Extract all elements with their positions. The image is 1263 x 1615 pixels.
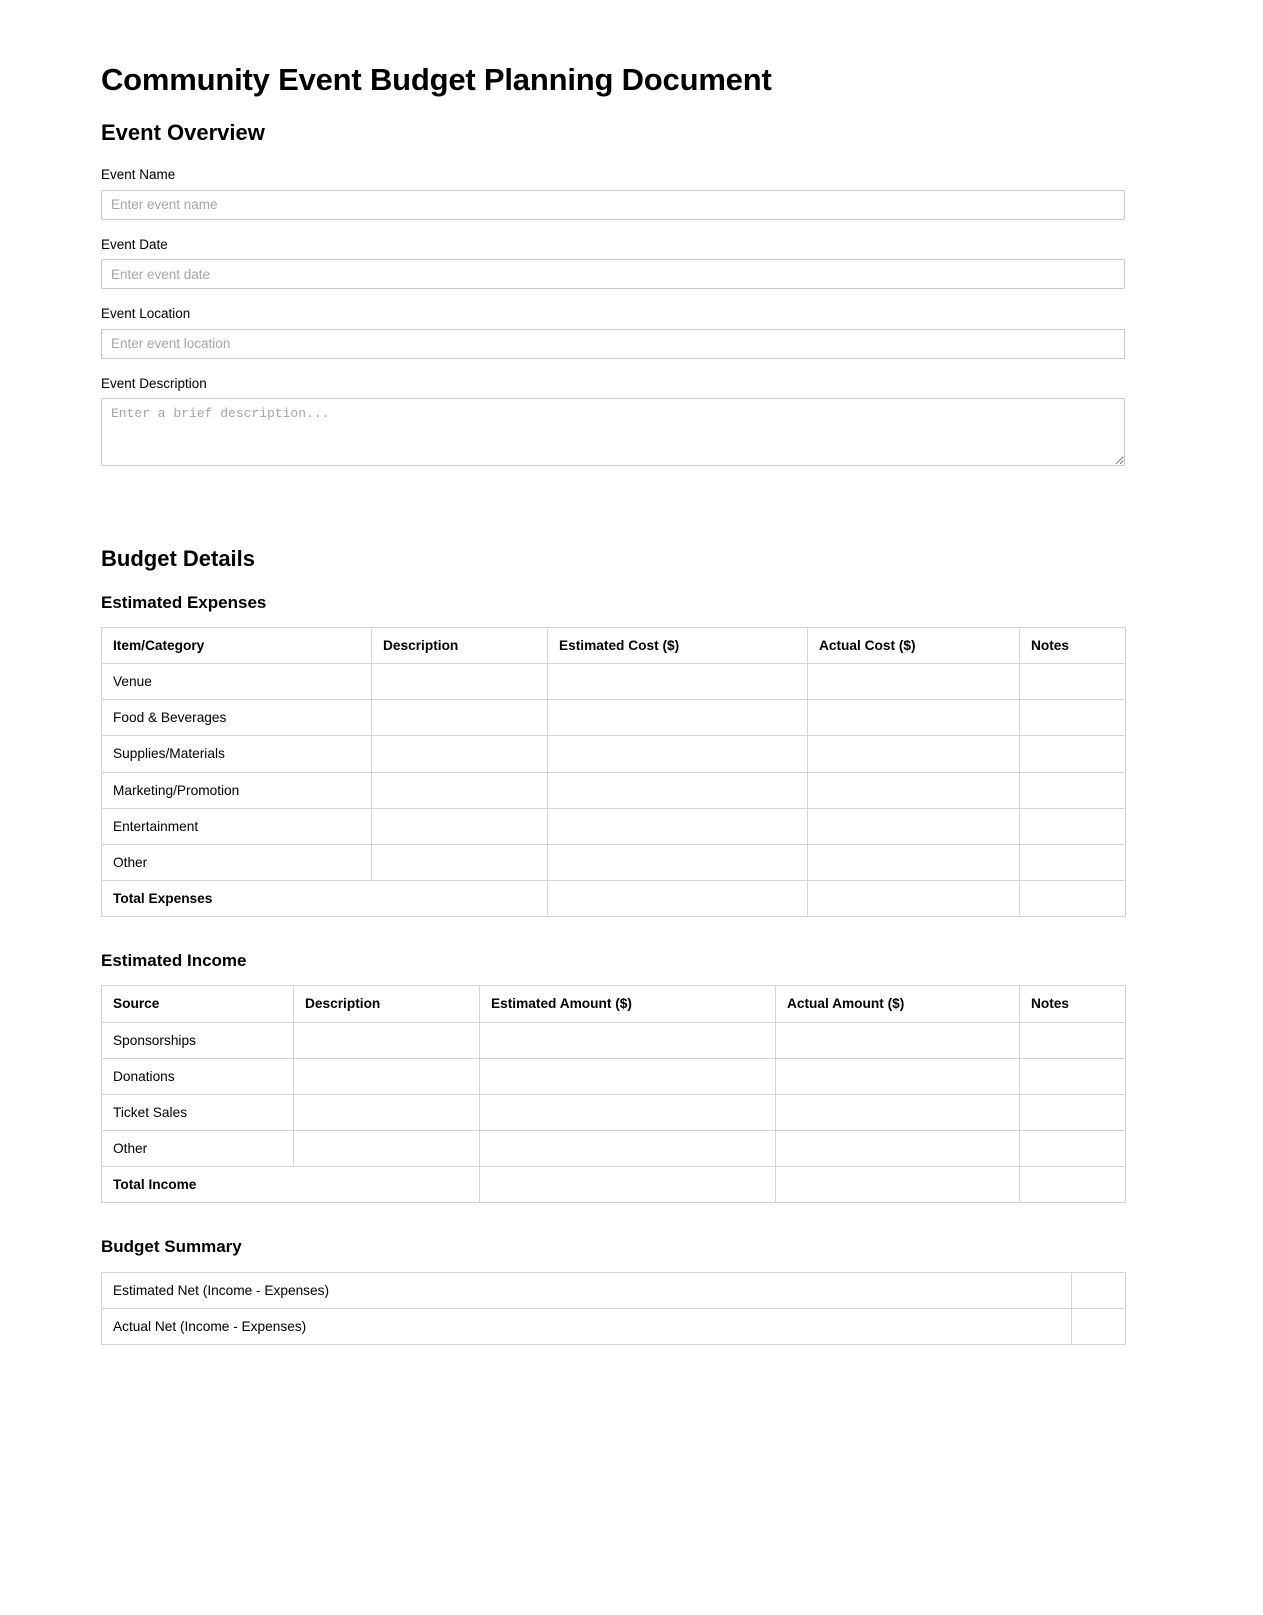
cell-actual-amount[interactable] xyxy=(776,1130,1020,1166)
cell-estimated-cost[interactable] xyxy=(548,700,808,736)
cell-description[interactable] xyxy=(294,1094,480,1130)
table-row xyxy=(102,1058,1126,1094)
cell-actual-cost[interactable] xyxy=(808,808,1020,844)
column-header-notes: Notes xyxy=(1020,628,1126,664)
cell-item: Supplies/Materials xyxy=(102,736,372,772)
section-heading-event-overview: Event Overview xyxy=(101,119,265,145)
column-header-estimated-cost: Estimated Cost ($) xyxy=(548,628,808,664)
summary-label-actual-net: Actual Net (Income - Expenses) xyxy=(102,1308,1072,1344)
cell-actual-cost[interactable] xyxy=(808,844,1020,880)
cell-item: Entertainment xyxy=(102,808,372,844)
estimated-income-table xyxy=(101,985,1126,1203)
cell-estimated-amount[interactable] xyxy=(480,1130,776,1166)
cell-actual-amount[interactable] xyxy=(776,1058,1020,1094)
field-event-date xyxy=(101,236,1125,290)
cell-estimated-cost[interactable] xyxy=(548,844,808,880)
cell-item: Other xyxy=(102,844,372,880)
cell-item: Marketing/Promotion xyxy=(102,772,372,808)
cell-notes[interactable] xyxy=(1020,1058,1126,1094)
cell-description[interactable] xyxy=(294,1058,480,1094)
cell-estimated-cost[interactable] xyxy=(548,736,808,772)
summary-value-actual-net[interactable] xyxy=(1072,1308,1126,1344)
column-header-notes: Notes xyxy=(1020,986,1126,1022)
table-row xyxy=(102,808,1126,844)
column-header-description: Description xyxy=(294,986,480,1022)
total-expenses-notes[interactable] xyxy=(1020,880,1126,916)
cell-description[interactable] xyxy=(372,736,548,772)
cell-description[interactable] xyxy=(372,808,548,844)
cell-actual-cost[interactable] xyxy=(808,772,1020,808)
cell-description[interactable] xyxy=(372,700,548,736)
cell-source: Ticket Sales xyxy=(102,1094,294,1130)
cell-notes[interactable] xyxy=(1020,772,1126,808)
cell-actual-cost[interactable] xyxy=(808,700,1020,736)
total-expenses-row xyxy=(102,880,1126,916)
total-expenses-label: Total Expenses xyxy=(102,880,548,916)
cell-notes[interactable] xyxy=(1020,736,1126,772)
table-row xyxy=(102,736,1126,772)
document-content xyxy=(101,0,1125,1345)
total-income-row xyxy=(102,1167,1126,1203)
cell-notes[interactable] xyxy=(1020,1130,1126,1166)
summary-label-estimated-net: Estimated Net (Income - Expenses) xyxy=(102,1272,1072,1308)
subsection-heading-budget-summary: Budget Summary xyxy=(101,1237,242,1257)
table-row xyxy=(102,700,1126,736)
cell-description[interactable] xyxy=(294,1022,480,1058)
cell-notes[interactable] xyxy=(1020,664,1126,700)
column-header-actual-cost: Actual Cost ($) xyxy=(808,628,1020,664)
table-row xyxy=(102,1130,1126,1166)
cell-estimated-amount[interactable] xyxy=(480,1022,776,1058)
table-header-row xyxy=(102,628,1126,664)
total-income-label: Total Income xyxy=(102,1167,480,1203)
cell-source: Other xyxy=(102,1130,294,1166)
field-event-description xyxy=(101,375,1125,467)
cell-estimated-cost[interactable] xyxy=(548,772,808,808)
column-header-actual-amount: Actual Amount ($) xyxy=(776,986,1020,1022)
table-row xyxy=(102,772,1126,808)
table-row xyxy=(102,664,1126,700)
column-header-source: Source xyxy=(102,986,294,1022)
table-row xyxy=(102,844,1126,880)
cell-estimated-amount[interactable] xyxy=(480,1058,776,1094)
event-location-input[interactable] xyxy=(101,329,1125,359)
table-header-row xyxy=(102,986,1126,1022)
cell-description[interactable] xyxy=(372,664,548,700)
label-event-location: Event Location xyxy=(101,306,191,322)
cell-estimated-cost[interactable] xyxy=(548,664,808,700)
column-header-estimated-amount: Estimated Amount ($) xyxy=(480,986,776,1022)
total-income-actual[interactable] xyxy=(776,1167,1020,1203)
column-header-description: Description xyxy=(372,628,548,664)
cell-description[interactable] xyxy=(372,844,548,880)
table-row xyxy=(102,1094,1126,1130)
total-expenses-actual[interactable] xyxy=(808,880,1020,916)
cell-source: Sponsorships xyxy=(102,1022,294,1058)
label-event-description: Event Description xyxy=(101,375,207,391)
total-income-notes[interactable] xyxy=(1020,1167,1126,1203)
summary-row-actual-net xyxy=(102,1308,1126,1344)
cell-notes[interactable] xyxy=(1020,700,1126,736)
label-event-date: Event Date xyxy=(101,236,168,252)
table-spacer xyxy=(101,1203,1125,1237)
event-date-input[interactable] xyxy=(101,259,1125,289)
page-title: Community Event Budget Planning Document xyxy=(101,62,772,97)
field-event-name xyxy=(101,166,1125,220)
total-income-estimated[interactable] xyxy=(480,1167,776,1203)
cell-estimated-cost[interactable] xyxy=(548,808,808,844)
summary-row-estimated-net xyxy=(102,1272,1126,1308)
cell-notes[interactable] xyxy=(1020,808,1126,844)
label-event-name: Event Name xyxy=(101,167,176,183)
cell-actual-cost[interactable] xyxy=(808,736,1020,772)
table-row xyxy=(102,1022,1126,1058)
cell-notes[interactable] xyxy=(1020,1022,1126,1058)
subsection-heading-estimated-expenses: Estimated Expenses xyxy=(101,592,267,612)
table-spacer xyxy=(101,917,1125,951)
estimated-expenses-table xyxy=(101,627,1126,917)
section-spacer xyxy=(101,482,1125,546)
budget-summary-table xyxy=(101,1272,1126,1345)
total-expenses-estimated[interactable] xyxy=(548,880,808,916)
cell-estimated-amount[interactable] xyxy=(480,1094,776,1130)
cell-notes[interactable] xyxy=(1020,844,1126,880)
cell-description[interactable] xyxy=(294,1130,480,1166)
subsection-heading-estimated-income: Estimated Income xyxy=(101,951,247,970)
event-name-input[interactable] xyxy=(101,190,1125,220)
summary-value-estimated-net[interactable] xyxy=(1072,1272,1126,1308)
cell-source: Donations xyxy=(102,1058,294,1094)
cell-description[interactable] xyxy=(372,772,548,808)
cell-item: Food & Beverages xyxy=(102,700,372,736)
column-header-item-category: Item/Category xyxy=(102,628,372,664)
cell-actual-amount[interactable] xyxy=(776,1022,1020,1058)
cell-item: Venue xyxy=(102,664,372,700)
section-heading-budget-details: Budget Details xyxy=(101,546,256,572)
cell-actual-cost[interactable] xyxy=(808,664,1020,700)
field-event-location xyxy=(101,305,1125,359)
event-description-textarea[interactable] xyxy=(101,398,1125,466)
cell-notes[interactable] xyxy=(1020,1094,1126,1130)
cell-actual-amount[interactable] xyxy=(776,1094,1020,1130)
